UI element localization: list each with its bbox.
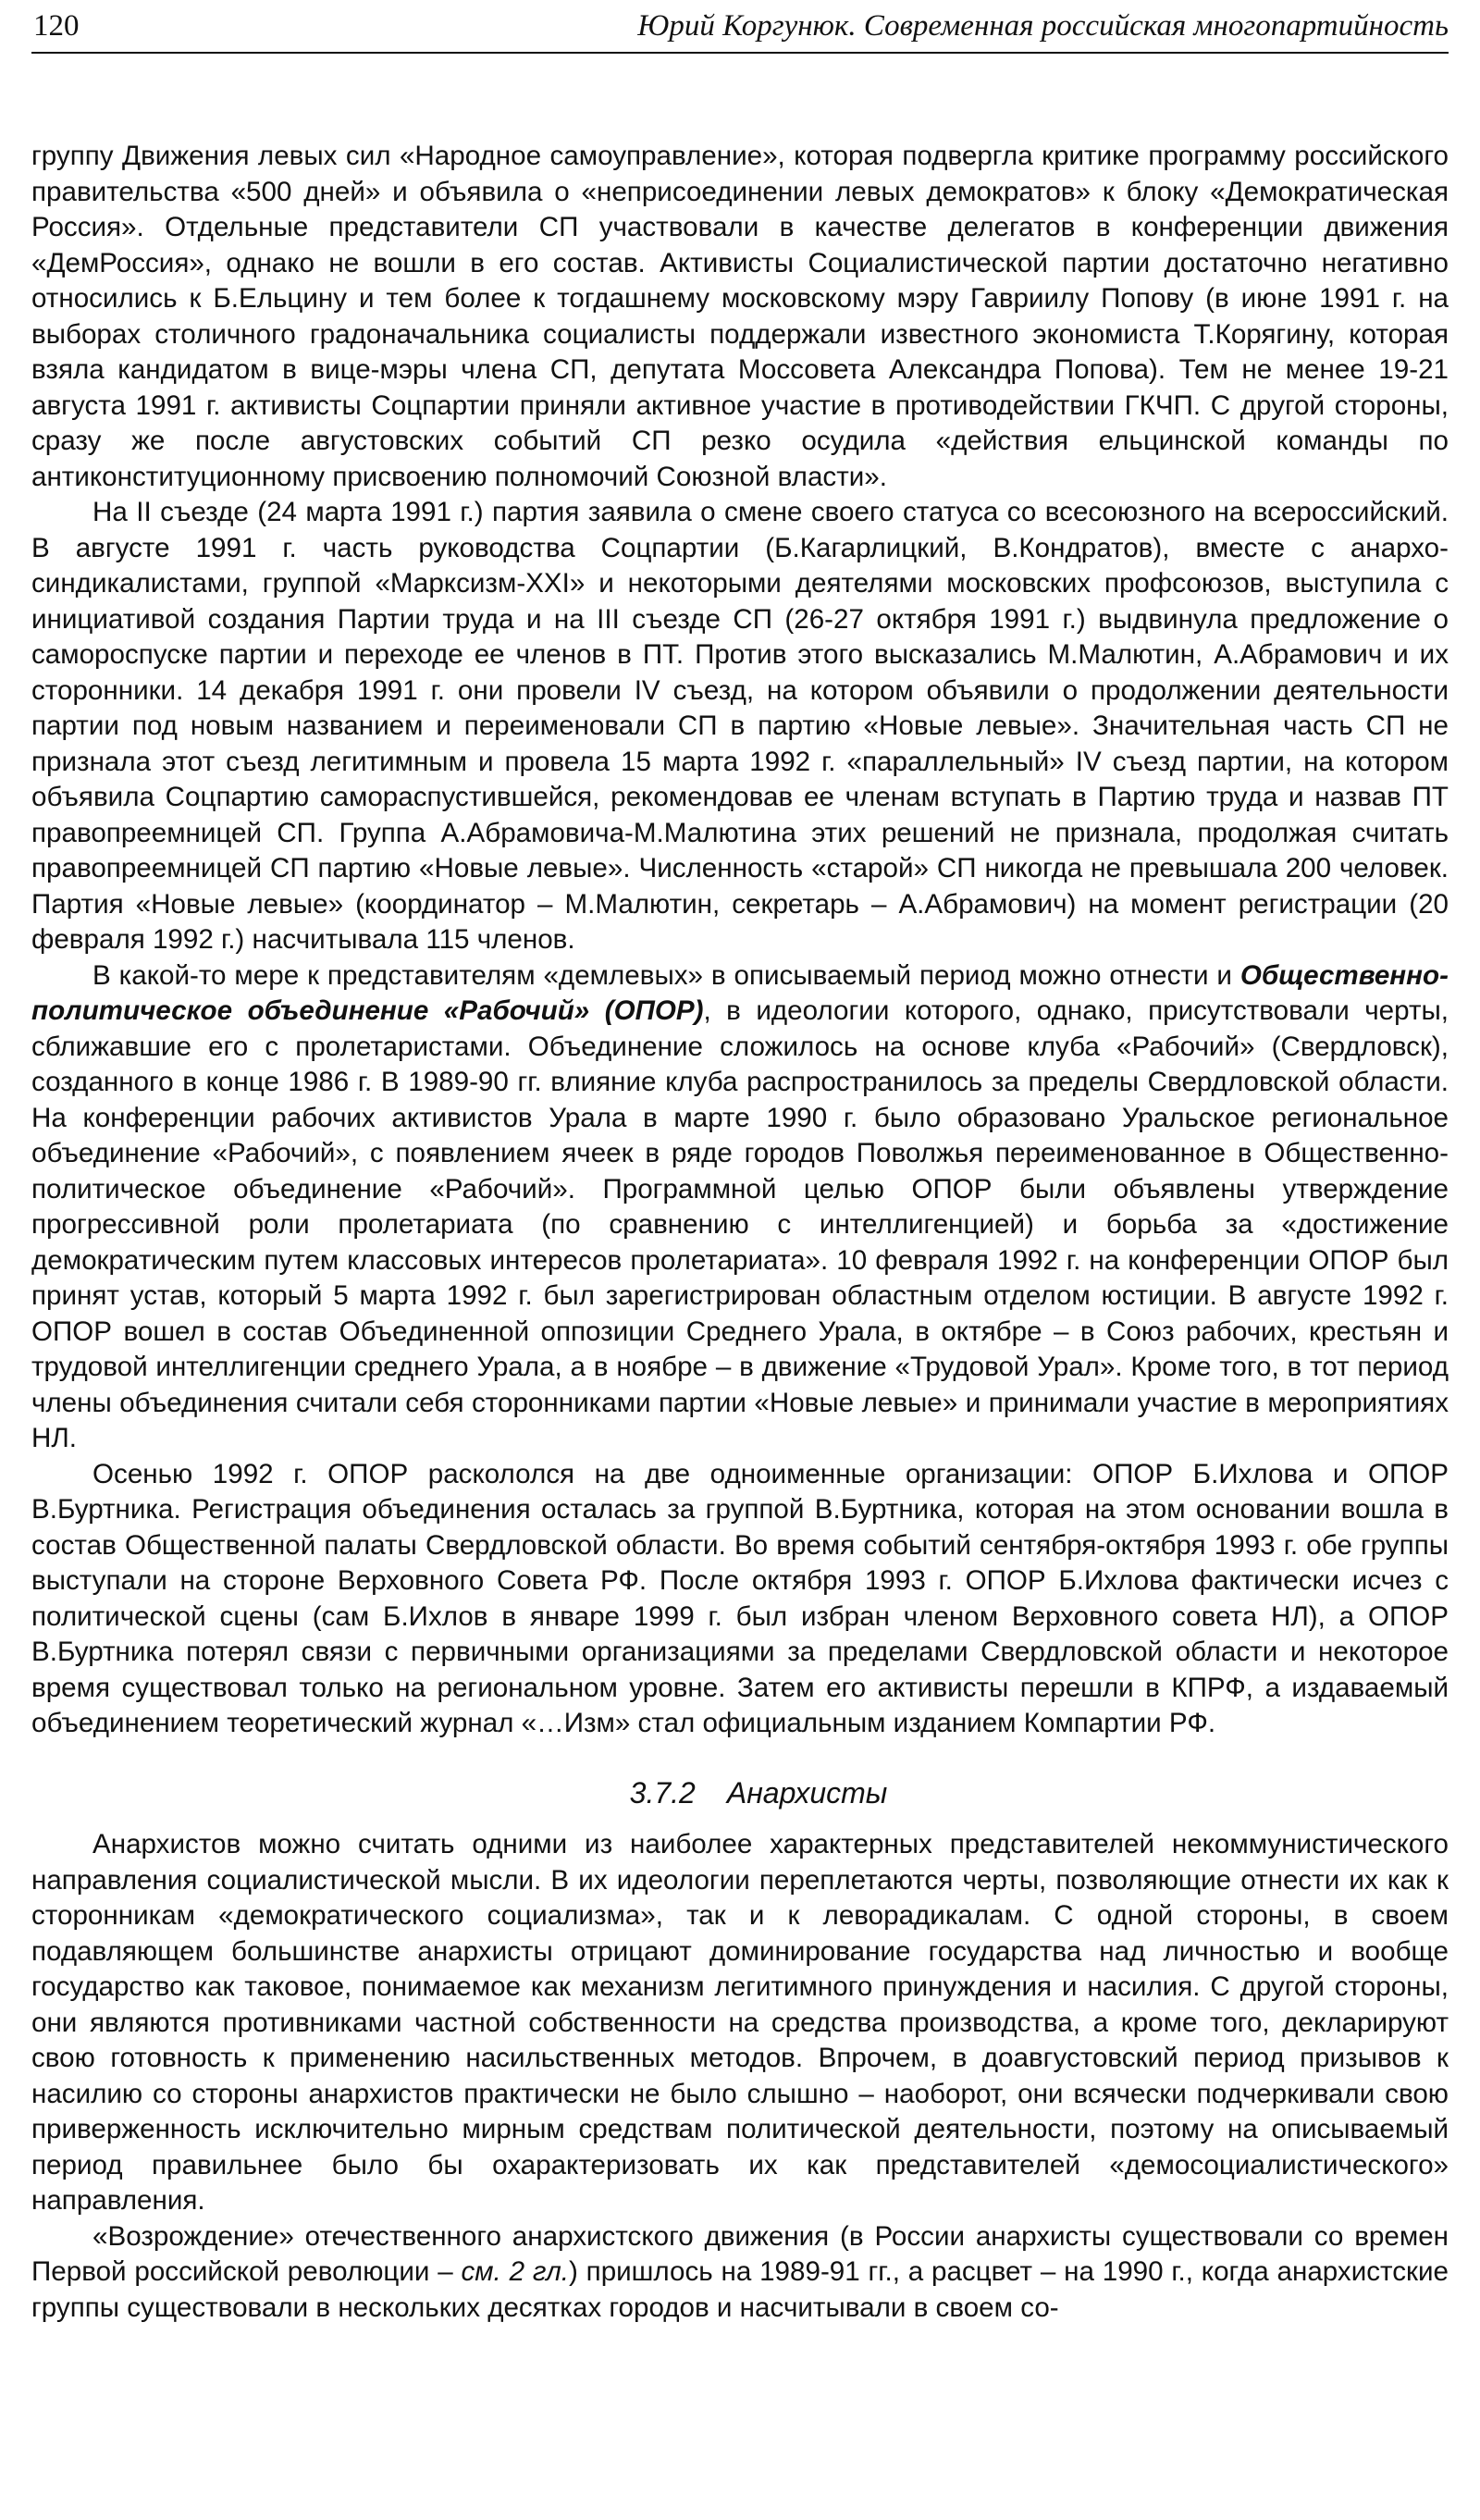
paragraph-opor	[31, 958, 1449, 1457]
paragraph-continued: группу Движения левых сил «Народное самоуправление», которая подвергла критике программу российского правительства «500 дней» и объявила о «неприсоединении левых демократов» к блоку «Демократическая Россия». Отдельные представители СП участвовали в качестве делегатов в конференции движения «ДемРоссия», однако не вошли в его состав. Активисты Социалистической партии достаточно негативно относились к Б.Ельцину и тем более к тогдашнему московскому мэру Гавриилу Попову (в июне 1991 г. на выборах столичного градоначальника социалисты поддержали известного экономиста Т.Корягину, которая взяла кандидатом в вице-мэры члена СП, депутата Моссовета Александра Попова). Тем не менее 19-21 августа 1991 г. активисты Соцпартии приняли активное участие в противодействии ГКЧП. С другой стороны, сразу же после августовских событий СП резко осудила «действия ельцинской команды по антиконституционному присвоению полномочий Союзной власти».	[31, 141, 1449, 492]
paragraph-anarchists-revival	[31, 2219, 1449, 2327]
paragraph-revival-rest: ) пришлось на 1989-91 гг., а расцвет – на 1990 г., когда анархистские группы существовали в нескольких десятках городов и насчитывали в своем со-	[31, 2256, 1449, 2323]
running-head	[31, 6, 1449, 54]
running-title: Юрий Коргунюк. Современная российская многопартийность	[637, 9, 1449, 43]
book-page	[31, 6, 1449, 2326]
cross-reference: см. 2 гл.	[461, 2256, 570, 2287]
section-heading	[31, 1775, 1449, 1811]
paragraph-revival-lead: «Возрождение» отечественного анархистского движения (в России анархисты существовали со времен Первой российской революции –	[31, 2220, 1449, 2287]
paragraph-opor-lead: В какой-то мере к представителям «демлевых» в описываемый период можно отнести и	[92, 959, 1240, 991]
page-number: 120	[33, 9, 80, 43]
paragraph-second-congress: На II съезде (24 марта 1991 г.) партия заявила о смене своего статуса со всесоюзного на всероссийский. В августе 1991 г. часть руководства Соцпартии (Б.Кагарлицкий, В.Кондратов), вместе с анархо-синдикалистами, группой «Марксизм-XXI» и некоторыми деятелями московских профсоюзов, выступила с инициативой создания Партии труда и на III съезде СП (26-27 октября 1991 г.) выдвинула предложение о самороспуске партии и переходе ее членов в ПТ. Против этого высказались М.Малютин, А.Абрамович и их сторонники. 14 декабря 1991 г. они провели IV съезд, на котором объявили о продолжении деятельности партии под новым названием и переименовали СП в партию «Новые левые». Значительная часть СП не признала этот съезд легитимным и провела 15 марта 1992 г. «параллельный» IV съезд партии, на котором объявила Соцпартию самораспустившейся, рекомендовав ее членам вступать в Партию труда и назвав ПТ правопреемницей СП. Группа А.Абрамовича-М.Малютина этих решений не признала, продолжая считать правопреемницей СП партию «Новые левые». Численность «старой» СП никогда не превышала 200 человек. Партия «Новые левые» (координатор – М.Малютин, секретарь – А.Абрамович) на момент регистрации (20 февраля 1992 г.) насчитывала 115 членов.	[31, 497, 1449, 955]
body-text	[31, 139, 1449, 2326]
section-title: Анархисты	[726, 1775, 888, 1810]
paragraph-opor-split: Осенью 1992 г. ОПОР раскололся на две одноименные организации: ОПОР Б.Ихлова и ОПОР В.Буртника. Регистрация объединения осталась за группой В.Буртника, которая на этом основании вошла в состав Общественной палаты Свердловской области. Во время событий сентября-октября 1993 г. обе группы выступали на стороне Верховного Совета РФ. После октября 1993 г. ОПОР Б.Ихлова фактически исчез с политической сцены (сам Б.Ихлов в январе 1999 г. был избран членом Верховного совета НЛ), а ОПОР В.Буртника потерял связи с первичными организациями за пределами Свердловской области и некоторое время существовал только на региональном уровне. Затем его активисты перешли в КПРФ, а издаваемый объединением теоретический журнал «…Изм» стал официальным изданием Компартии РФ.	[31, 1458, 1449, 1738]
opor-term: Общественно-политическое объединение «Рабочий» (ОПОР)	[31, 959, 1449, 1026]
paragraph-opor-rest: , в идеологии которого, однако, присутствовали черты, сближавшие его с пролетаристами. Объединение сложилось на основе клуба «Рабочий» (Свердловск), созданного в конце 1986 г. В 1989-90 гг. влияние клуба распространилось за пределы Свердловской области. На конференции рабочих активистов Урала в марте 1990 г. было образовано Уральское региональное объединение «Рабочий», с появлением ячеек в ряде городов Поволжья переименованное в Общественно-политическое объединение «Рабочий». Программной целью ОПОР были объявлены утверждение прогрессивной роли пролетариата (по сравнению с интеллигенцией) и борьба за «достижение демократическим путем классовых интересов пролетариата». 10 февраля 1992 г. на конференции ОПОР был принят устав, который 5 марта 1992 г. был зарегистрирован областным отделом юстиции. В августе 1992 г. ОПОР вошел в состав Объединенной оппозиции Среднего Урала, в октябре – в Союз рабочих, крестьян и трудовой интеллигенции среднего Урала, а в ноябре – в движение «Трудовой Урал». Кроме того, в тот период члены объединения считали себя сторонниками партии «Новые левые» и принимали участие в мероприятиях НЛ.	[31, 995, 1449, 1453]
section-number: 3.7.2	[629, 1775, 696, 1810]
paragraph-anarchists-intro: Анархистов можно считать одними из наиболее характерных представителей некоммунистического направления социалистической мысли. В их идеологии переплетаются черты, позволяющие отнести их как к сторонникам «демократического социализма», так и к леворадикалам. С одной стороны, в своем подавляющем большинстве анархисты отрицают доминирование государства над личностью и вообще государство как таковое, понимаемое как механизм легитимного принуждения и насилия. С другой стороны, они являются противниками частной собственности на средства производства, а кроме того, декларируют свою готовность к применению насильственных методов. Впрочем, в доавгустовский период призывов к насилию со стороны анархистов практически не было слышно – наоборот, они всячески подчеркивали свою приверженность исключительно мирным средствам политической деятельности, поэтому на описываемый период правильнее было бы охарактеризовать их как представителей «демосоциалистического» направления.	[31, 1829, 1449, 2216]
